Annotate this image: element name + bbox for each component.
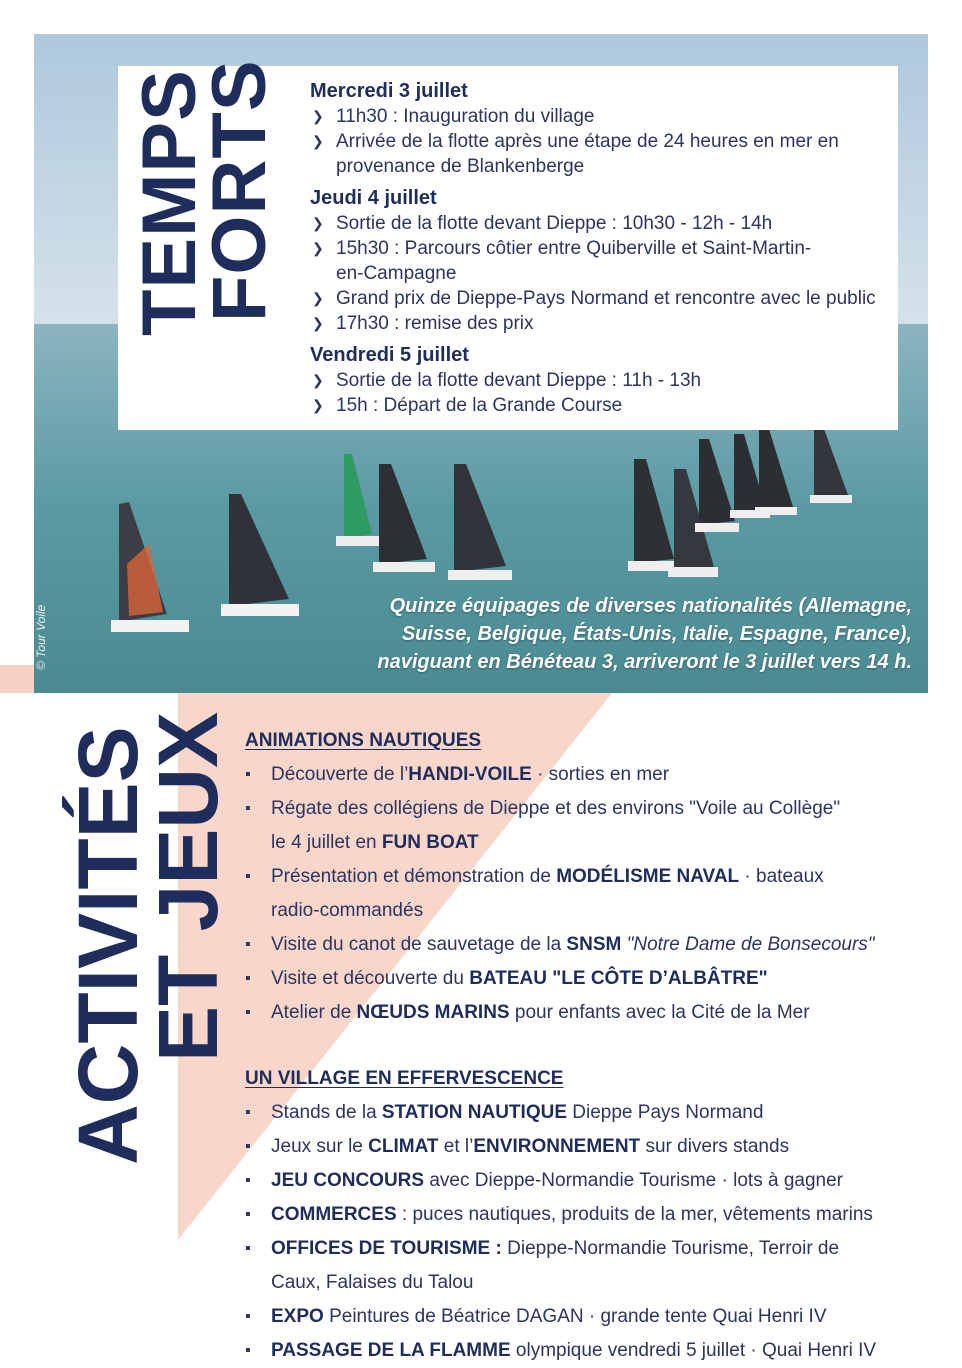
list-item: ▪ Visite du canot de sauvetage de la SNSM "Notre Dame de Bonsecours"	[245, 928, 935, 962]
agenda-item: ❯ 15h30 : Parcours côtier entre Quiberville et Saint-Martin-	[312, 238, 812, 259]
bullet-icon: ▪	[245, 1004, 251, 1021]
list-item: ▪ Présentation et démonstration de MODÉLISME NAVAL · bateaux radio-commandés	[245, 860, 935, 928]
list-item: ▪ Atelier de NŒUDS MARINS pour enfants avec la Cité de la Mer	[245, 996, 935, 1030]
bullet-icon: ▪	[245, 868, 251, 885]
caption-line: Suisse, Belgique, États-Unis, Italie, Espagne, France),	[401, 623, 912, 645]
day-heading: Jeudi 4 juillet	[310, 187, 437, 209]
section-village	[245, 1066, 935, 1368]
arrow-icon: ❯	[312, 315, 324, 331]
list-item: ▪ PASSAGE DE LA FLAMME olympique vendredi 5 juillet · Quai Henri IV	[245, 1334, 935, 1368]
agenda-item: ❯ 11h30 : Inauguration du village	[312, 106, 595, 127]
bullet-icon: ▪	[245, 1240, 251, 1257]
arrow-icon: ❯	[312, 108, 324, 124]
agenda-item-continued: provenance de Blankenberge	[336, 156, 585, 177]
arrow-icon: ❯	[312, 290, 324, 306]
section-heading: UN VILLAGE EN EFFERVESCENCE	[245, 1068, 564, 1089]
temps-forts-panel	[118, 59, 898, 430]
list-item: ▪ Régate des collégiens de Dieppe et des environs "Voile au Collège" le 4 juillet en FUN BOAT	[245, 792, 935, 860]
agenda	[310, 78, 890, 418]
agenda-item: ❯ Sortie de la flotte devant Dieppe : 10h30 - 12h - 14h	[312, 213, 773, 234]
bullet-icon: ▪	[245, 970, 251, 987]
agenda-item: ❯ Arrivée de la flotte après une étape de 24 heures en mer en	[312, 131, 839, 152]
photo-credit-text: © Tour Voile	[34, 604, 48, 670]
list-item: ▪ OFFICES DE TOURISME : Dieppe-Normandie Tourisme, Terroir de Caux, Falaises du Talou	[245, 1232, 935, 1300]
title-line-activites: ACTIVITÉS	[61, 726, 155, 1165]
list-item: ▪ Stands de la STATION NAUTIQUE Dieppe Pays Normand	[245, 1096, 935, 1130]
title-line-forts: FORTS	[197, 59, 282, 322]
title-line-temps: TEMPS	[127, 69, 212, 336]
list-item: ▪ COMMERCES : puces nautiques, produits de la mer, vêtements marins	[245, 1198, 935, 1232]
bullet-icon: ▪	[245, 1206, 251, 1223]
caption-line: naviguant en Bénéteau 3, arriveront le 3 juillet vers 14 h.	[377, 651, 912, 673]
section-animations-nautiques	[245, 728, 935, 1030]
title-line-et-jeux: ET JEUX	[141, 711, 235, 1062]
bullet-icon: ▪	[245, 1308, 251, 1325]
bullet-icon: ▪	[245, 1138, 251, 1155]
arrow-icon: ❯	[312, 133, 324, 149]
agenda-item: ❯ 17h30 : remise des prix	[312, 313, 534, 334]
list-item: ▪ EXPO Peintures de Béatrice DAGAN · grande tente Quai Henri IV	[245, 1300, 935, 1334]
arrow-icon: ❯	[312, 240, 324, 256]
list-item: ▪ JEU CONCOURS avec Dieppe-Normandie Tourisme · lots à gagner	[245, 1164, 935, 1198]
list-item: ▪ Découverte de l’HANDI-VOILE · sorties en mer	[245, 758, 935, 792]
agenda-item: ❯ Grand prix de Dieppe-Pays Normand et rencontre avec le public	[312, 288, 876, 309]
bullet-icon: ▪	[245, 800, 251, 817]
arrow-icon: ❯	[312, 372, 324, 388]
list-item: ▪ Visite et découverte du BATEAU "LE CÔTE D’ALBÂTRE"	[245, 962, 935, 996]
arrow-icon: ❯	[312, 397, 324, 413]
bullet-icon: ▪	[245, 766, 251, 783]
agenda-item: ❯ 15h : Départ de la Grande Course	[312, 395, 623, 416]
agenda-item: ❯ Sortie de la flotte devant Dieppe : 11h - 13h	[312, 370, 702, 391]
bullet-icon: ▪	[245, 936, 251, 953]
list-item: ▪ Jeux sur le CLIMAT et l’ENVIRONNEMENT sur divers stands	[245, 1130, 935, 1164]
caption-line: Quinze équipages de diverses nationalités (Allemagne,	[389, 595, 912, 617]
bullet-icon: ▪	[245, 1104, 251, 1121]
section-heading: ANIMATIONS NAUTIQUES	[245, 730, 482, 751]
bullet-icon: ▪	[245, 1172, 251, 1189]
agenda-item-continued: en-Campagne	[336, 263, 457, 284]
arrow-icon: ❯	[312, 215, 324, 231]
bullet-icon: ▪	[245, 1342, 251, 1359]
photo-caption	[312, 592, 912, 676]
day-heading: Mercredi 3 juillet	[310, 80, 468, 102]
day-heading: Vendredi 5 juillet	[310, 344, 469, 366]
